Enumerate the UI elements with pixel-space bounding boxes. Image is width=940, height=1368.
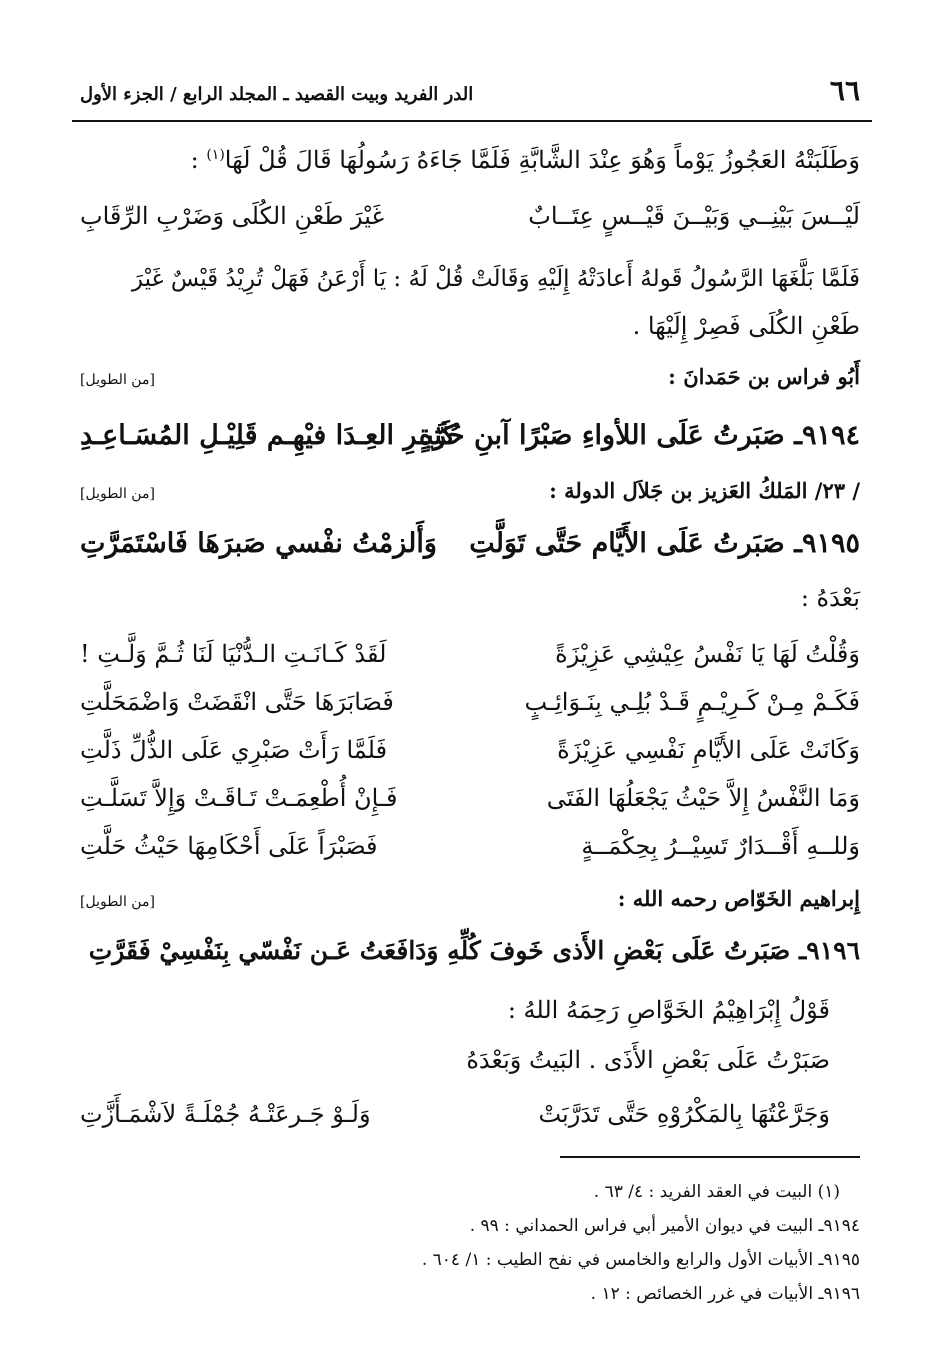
section-heading-abu-firas: أَبُو فراس بن حَمَدانَ : bbox=[668, 364, 860, 389]
ibrahim-verse-second: وَلَـوْ جَـرعَتْـهُ جُمْلَـةً لاَشْمَـأَزَّتِ bbox=[80, 1100, 371, 1128]
poem-verse-second: فَصَابَرَهَا حَتَّى انْقَضَتْ وَاضْمَحَلَّتِ bbox=[80, 688, 394, 716]
footnote-mark: (١) bbox=[206, 147, 225, 163]
section-heading-malik-aziz: / ٢٣/ المَلكُ العَزيز بن جَلاَل الدولة : bbox=[549, 478, 860, 503]
intro-line-1-text: وَطَلَبَتْهُ العَجُوزُ يَوْماً وَهُوَ عِنْدَ الشَّابَّةِ فَلَمَّا جَاءَهُ رَسُولُهَا قَالَ قُلْ لَهَا bbox=[224, 146, 860, 174]
intro-line-2: فَلَمَّا بَلَّغَهَا الرَّسُولُ قَولهُ أَعادَتْهُ إِلَيْهِ وَقَالَتْ قُلْ لَهُ : يَا أَرْعَنُ فَهَلْ تُرِيْدُ قَيْسٌ غَيْرَ bbox=[131, 266, 860, 292]
verse-9194-second: كَثِيـرِ العِـدَا فيْهِـم قَلِيْـلِ المُسَـاعِـدِ bbox=[80, 420, 456, 451]
poem-verse-first: فَكَـمْ مِـنْ كَـرِيْـمٍ قَـدْ بُلِـي بِنَـوَائِـبٍ bbox=[524, 688, 860, 716]
meter-label: [من الطويل] bbox=[80, 486, 155, 502]
footnote: ٩١٩٥ـ الأبيات الأول والرابع والخامس في نفح الطيب : ١/ ٦٠٤ . bbox=[421, 1250, 860, 1270]
section-heading-ibrahim: إِبراهيم الخَوّاص رحمه الله : bbox=[617, 886, 860, 911]
intro-verse-first: لَيْــسَ بَيْنِــي وَبَيْــنَ قَيْــسٍ عِتَــابٌ bbox=[528, 202, 860, 230]
after-label: بَعْدَهُ : bbox=[800, 584, 860, 612]
verse-9194-first: ٩١٩٤ـ صَبَرتُ عَلَى اللأواءِ صَبْرًا آبنِ حُرَّةٍ bbox=[418, 420, 860, 451]
intro-verse-second: غَيْرَ طَعْنِ الكُلَى وَضَرْبِ الرِّقَابِ bbox=[80, 202, 385, 230]
intro-line-1 bbox=[191, 146, 860, 174]
verse-9196: ٩١٩٦ـ صَبَرتُ عَلَى بَعْضِ الأَذى خَوفَ كُلِّهِ وَدَافَعَتُ عَـن نَفْسّي بِنَفْسِيْ فَقَرَّتِ bbox=[88, 936, 860, 965]
verse-9195-first: ٩١٩٥ـ صَبَرتُ عَلَى الأَيَّام حَتَّى تَوَلَّتِ bbox=[469, 528, 860, 559]
header-rule bbox=[72, 120, 872, 122]
meter-label: [من الطويل] bbox=[80, 372, 155, 388]
footnote-rule bbox=[560, 1156, 860, 1158]
intro-line-3: طَعْنِ الكُلَى فَصِرْ إِلَيْهَا . bbox=[632, 312, 860, 340]
ibrahim-verse-ref: صَبَرْتُ عَلَى بَعْضِ الأَذَى . البَيتُ وَبَعْدَهُ bbox=[466, 1046, 830, 1074]
running-title: الدر الفريد وبيت القصيد ـ المجلد الرابع / الجزء الأول bbox=[80, 84, 474, 105]
page-number: ٦٦ bbox=[829, 74, 860, 107]
poem-verse-first: وَللــهِ أَقْــدَارٌ تَسِيْــرُ بِحِكْمَــةٍ bbox=[581, 832, 860, 860]
footnote: (١) البيت في العقد الفريد : ٤/ ٦٣ . bbox=[593, 1182, 840, 1202]
poem-verse-second: فَلَمَّا رَأَتْ صَبْرِي عَلَى الذُّلِّ ذَلَّتِ bbox=[80, 736, 388, 764]
poem-verse-first: وَقُلْتُ لَهَا يَا نَفْسُ عِيْشِي عَزِيْزَةً bbox=[555, 640, 860, 668]
running-header bbox=[80, 72, 860, 112]
verse-9195-second: وَأَلزمْتُ نفْسي صَبرَهَا فَاسْتَمَرَّتِ bbox=[80, 528, 437, 559]
intro-line-1-end: : bbox=[190, 146, 207, 174]
footnote: ٩١٩٦ـ الأبيات في غرر الخصائص : ١٢ . bbox=[590, 1284, 860, 1304]
poem-verse-second: لَقَدْ كَـانَـتِ الـدُّنْيَا لَنَا ثُـمَّ وَلَّـتِ ! bbox=[80, 640, 387, 668]
poem-verse-first: وَكَانَتْ عَلَى الأَيَّامِ نَفْسِي عَزِيْزَةً bbox=[557, 736, 860, 764]
meter-label: [من الطويل] bbox=[80, 894, 155, 910]
ibrahim-quote-line: قَوْلُ إِبْرَاهِيْمُ الخَوَّاصِ رَحِمَهُ اللهُ : bbox=[507, 996, 830, 1024]
ibrahim-verse-first: وَجَرَّعْتُهَا بِالمَكْرُوْهِ حَتَّى تَدَرَّبَتْ bbox=[538, 1100, 830, 1128]
footnote: ٩١٩٤ـ البيت في ديوان الأمير أبي فراس الحمداني : ٩٩ . bbox=[469, 1216, 860, 1236]
poem-verse-second: فَـإِنْ أُطْعِمَـتْ تَـاقَـتْ وَإِلاَّ تَسَلَّـتِ bbox=[80, 784, 398, 812]
poem-verse-second: فَصَبْرَاً عَلَى أَحْكَامِهَا حَيْثُ حَلَّتِ bbox=[80, 832, 378, 860]
poem-verse-first: وَمَا النَّفْسُ إِلاَّ حَيْثُ يَجْعَلُهَا الفَتَى bbox=[546, 784, 860, 812]
